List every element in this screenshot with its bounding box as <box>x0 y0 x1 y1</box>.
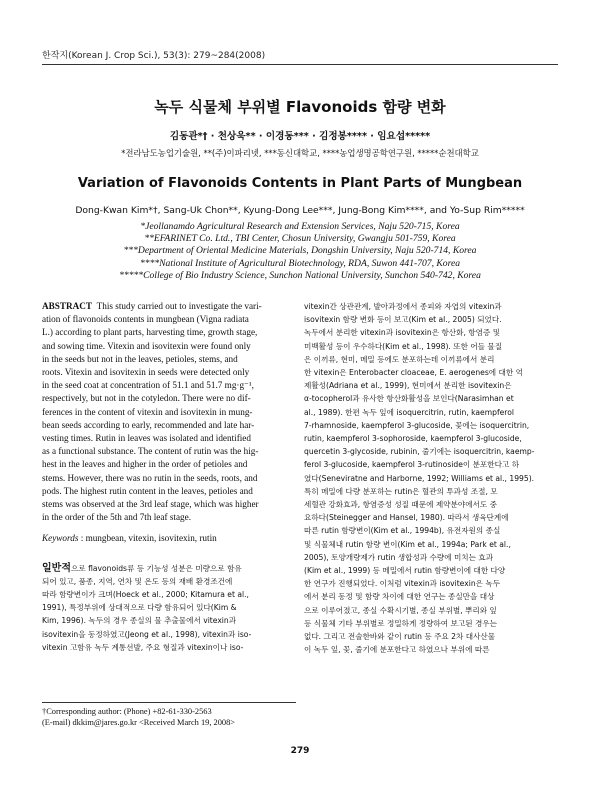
abstract-line: stems was observed at the 3rd leaf stage, which was higher <box>42 499 259 510</box>
body-line <box>42 562 296 575</box>
abstract-line: in the seeds but not in the leaves, petioles, stems, and <box>42 353 238 364</box>
body-line: 녹두에서 분리한 vitexin과 isovitexin은 항산화, 항염증 및 <box>304 328 501 338</box>
body-text: 으로 flavonoids류 등 기능성 성분은 미량으로 함유 <box>70 563 242 573</box>
body-line: 미백활성 등이 우수하다(Kim et al., 1998). 또한 어들 물질 <box>304 341 503 351</box>
abstract-line: pods. The highest rutin content in the leaves, petioles and <box>42 485 253 496</box>
body-line: ferol 3-glucoside, kaempferol 3-rutinoside이 분포한다고 하 <box>304 460 520 470</box>
abstract-line: bean seeds according to early, recommended and late har- <box>42 419 255 430</box>
lead-word: 일반적 <box>42 562 71 574</box>
body-line: 세혈관 강화효과, 항염증성 성질 때문에 제약분야에서도 중 <box>304 500 497 510</box>
abstract-line <box>42 300 296 313</box>
body-line: 한 연구가 진행되었다. 이처럼 vitexin과 isovitexin은 녹두 <box>304 579 501 589</box>
body-line: 1991), 특정부위에 상대적으로 다량 함유되어 있다(Kim & <box>42 603 237 613</box>
abstract-line: ferences in the content of vitexin and isovitexin in mung- <box>42 406 253 417</box>
body-line: isovitexin 함량 변화 등이 보고(Kim et al., 2005) 되었다. <box>304 315 502 325</box>
abstract-line: and sowing time. Vitexin and isovitexin were found only <box>42 340 251 351</box>
abstract <box>42 300 296 524</box>
body-line: 및 식물체내 rutin 함량 변이(Kim et al., 1994a; Park et al., <box>304 539 511 549</box>
body-line: 요하다(Steinegger and Hansel, 1980). 따라서 생육단계에 <box>304 513 509 523</box>
keywords <box>42 532 296 545</box>
abstract-line: vesting times. Rutin in leaves was isolated and identified <box>42 433 251 444</box>
body-line: 으로 이루어졌고, 종실 수확시기별, 종실 부위별, 뿌리와 잎 <box>304 605 497 615</box>
abstract-line: in the seed coat at concentration of 51.1 and 51.7 mg·g⁻¹, <box>42 380 254 391</box>
body-line: 에서 분리 동정 및 함량 차이에 대한 연구는 종실만을 대상 <box>304 592 495 602</box>
abstract-line: hest in the leaves and higher in the order of petioles and <box>42 459 248 470</box>
body-line: 등 식물체 기타 부위별로 정밀하게 정량하여 보고된 경우는 <box>304 618 497 628</box>
abstract-line: stems. However, there was no rutin in the seeds, roots, and <box>42 472 258 483</box>
introduction-left <box>42 562 296 654</box>
corresponding-author-footnote <box>42 702 296 728</box>
keywords-label: Keywords <box>42 533 79 544</box>
left-column <box>42 300 296 654</box>
body-line: rutin, kaempferol 3-sophoroside, kaempferol 3-glucoside, <box>304 434 522 444</box>
body-line: 제활성(Adriana et al., 1999), 현미에서 분리한 isovitexin은 <box>304 381 512 391</box>
title-korean: 녹두 식물체 부위별 Flavonoids 함량 변화 <box>154 98 446 116</box>
body-line: 되어 있고, 품종, 지역, 연차 및 온도 등의 재배 환경조건에 <box>42 576 233 586</box>
body-line: Kim, 1996). 녹두의 경우 종실의 물 추출물에서 vitexin과 <box>42 616 237 626</box>
authors-english: Dong-Kwan Kim*†, Sang-Uk Chon**, Kyung-Dong Lee***, Jung-Bong Kim****, and Yo-Sup Rim***** <box>75 205 525 216</box>
body-line: isovitexin을 동정하였고(Jeong et al., 1998), vitexin과 iso- <box>42 629 252 639</box>
body-line: α-tocopherol과 유사한 항산화활성을 보인다(Narasimhan et <box>304 394 514 404</box>
body-line: 은 이끼류, 현미, 메밀 등에도 분포하는데 이끼류에서 분리 <box>304 354 495 364</box>
footnote-line: †Corresponding author: (Phone) +82-61-330-2563 <box>42 707 212 716</box>
body-line: (Kim et al., 1999) 등 메밀에서 rutin 함량변이에 대한 다양 <box>304 566 506 576</box>
abstract-line: L.) according to plant parts, harvesting time, growth stage, <box>42 327 258 338</box>
title-english: Variation of Flavonoids Contents in Plant Parts of Mungbean <box>77 176 523 191</box>
affiliations-english <box>0 221 600 282</box>
abstract-line: in the order of the 5th and 7th leaf stage. <box>42 512 191 523</box>
abstract-line: respectively, but not in the cotyledon. There were no dif- <box>42 393 251 404</box>
body-line: 따른 rutin 함량변이(Kim et al., 1994b), 유전자원의 종실 <box>304 526 501 536</box>
abstract-line: as a functional substance. The content of rutin was the hig- <box>42 446 259 457</box>
right-column <box>304 300 560 656</box>
body-line: 7-rhamnoside, kaempferol 3-glucoside, 꽃에는 isoquercitrin, <box>304 420 530 430</box>
body-line: 따라 함량변이가 크며(Hoeck et al., 2000; Kitamura et al., <box>42 590 249 600</box>
journal-header: 한작지(Korean J. Crop Sci.), 53(3): 279~284(2008) <box>42 48 558 65</box>
body-line: quercetin 3-glycoside, rubinin, 줄기에는 isoquercitrin, kaemp- <box>304 447 535 457</box>
body-line: 한 vitexin은 Enterobacter cloaceae, E. aerogenes에 대한 억 <box>304 368 523 378</box>
body-line: 2005), 토양개량제가 rutin 생합성과 수량에 미치는 효과 <box>304 552 494 562</box>
abstract-text: This study carried out to investigate the vari- <box>96 301 262 311</box>
page-number: 279 <box>290 746 310 756</box>
abstract-line: roots. Vitexin and isovitexin in seeds were detected only <box>42 367 250 378</box>
keywords-text: : mungbean, vitexin, isovitexin, rutin <box>78 533 217 544</box>
authors-korean: 김동관*† · 천상욱** · 이경동*** · 김정봉**** · 임요섭***** <box>169 131 431 142</box>
affiliation-line: ***Department of Oriental Medicine Materials, Dongshin University, Naju 520-714, Korea <box>123 245 477 257</box>
affiliation-line: **EFARINET Co. Ltd., TBI Center, Chosun University, Gwangju 501-759, Korea <box>144 233 456 245</box>
body-line: 였다(Seneviratne and Harborne, 1992; Williams et al., 1995). <box>304 473 535 483</box>
footnote-line: (E-mail) dkkim@jares.go.kr <Received March 19, 2008> <box>42 718 235 727</box>
body-line: 특히 메밀에 다량 분포하는 rutin은 혈관의 투과성 조절, 모 <box>304 486 498 496</box>
affiliation-line: ****National Institute of Agricultural Biotechnology, RDA, Suwon 441-707, Korea <box>139 257 461 269</box>
affiliations-korean: *전라남도농업기술원, **(주)이파리넷, ***동신대학교, ****농업생명공학연구원, *****순천대학교 <box>121 148 479 158</box>
body-line: 없다. 그리고 전술한바와 같이 rutin 등 주요 2차 대사산물 <box>304 632 496 642</box>
abstract-line: ation of flavonoids contents in mungbean (Vigna radiata <box>42 314 249 325</box>
affiliation-line: *****College of Bio Industry Science, Sunchon National University, Sunchon 540-742, Korea <box>119 269 481 281</box>
abstract-heading: ABSTRACT <box>42 301 93 311</box>
body-line: vitexin간 상관관계, 발아과정에서 종피와 자엽의 vitexin과 <box>304 302 502 311</box>
affiliation-line: *Jeollanamdo Agricultural Research and Extension Services, Naju 520-715, Korea <box>140 221 460 232</box>
body-line: vitexin 고함유 녹두 계통선발, 주요 형질과 vitexin이나 iso- <box>42 642 244 652</box>
body-line: al., 1989). 한편 녹두 잎에 isoquercitrin, rutin, kaempferol <box>304 407 515 417</box>
body-line: 이 녹두 잎, 꽃, 줄기에 분포한다고 하였으나 부위에 따른 <box>304 645 490 655</box>
